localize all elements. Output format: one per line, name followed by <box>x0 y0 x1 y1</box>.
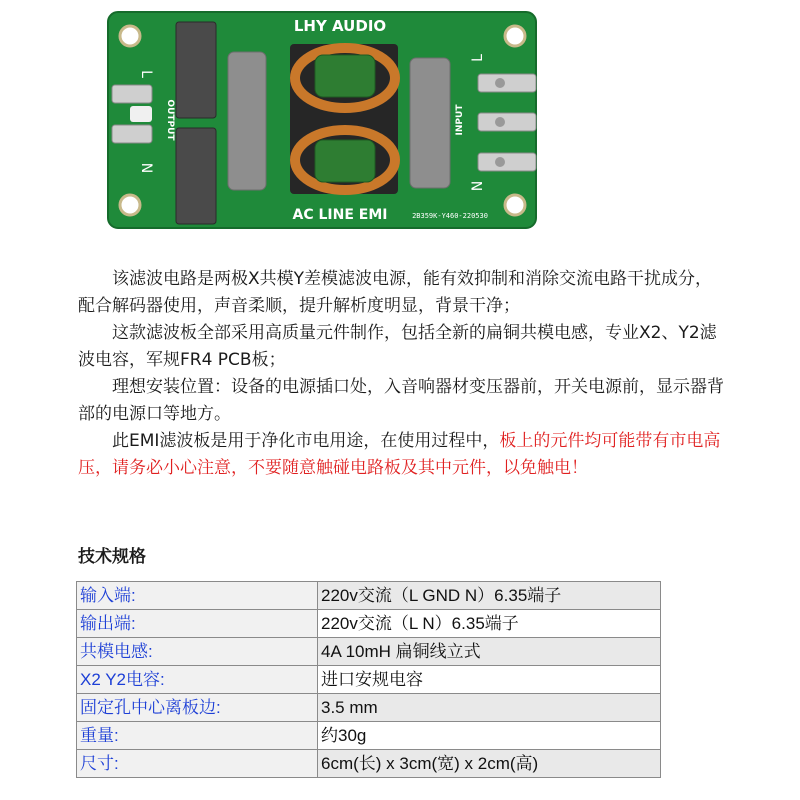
spec-key: 输入端: <box>77 582 318 610</box>
description-paragraph: 理想安装位置：设备的电源插口处，入音响器材变压器前，开关电源前，显示器背部的电源口等地方。 <box>78 377 724 424</box>
spec-value: 220v交流（L N）6.35端子 <box>318 610 661 638</box>
board-code-text: 2B359K-Y460-220530 <box>412 212 488 220</box>
spec-value: 约30g <box>318 722 661 750</box>
board-name-text: AC LINE EMI <box>292 207 388 223</box>
spec-key: X2 Y2电容: <box>77 666 318 694</box>
spec-row <box>77 750 661 778</box>
description-paragraph-warning <box>78 428 728 482</box>
pcb-product-image <box>0 0 800 250</box>
spec-value: 进口安规电容 <box>318 666 661 694</box>
warning-intro-text: 此EMI滤波板是用于净化市电用途，在使用过程中， <box>112 431 500 451</box>
spec-value: 220v交流（L GND N）6.35端子 <box>318 582 661 610</box>
brand-text: LHY AUDIO <box>293 17 387 35</box>
spec-row <box>77 638 661 666</box>
spec-row <box>77 722 661 750</box>
output-label: OUTPUT <box>165 99 175 141</box>
description-paragraph: 这款滤波板全部采用高质量元件制作，包括全新的扁铜共模电感，专业X2、Y2滤波电容，军规FR4 PCB板； <box>78 323 717 370</box>
warning-text: 板上的元件均可能带有市电高压，请务必小心注意，不要随意触碰电路板及其中元件，以免触电！ <box>78 431 721 478</box>
spec-key: 重量: <box>77 722 318 750</box>
description-paragraph: 该滤波电路是两极X共模Y差模滤波电源，能有效抑制和消除交流电路干扰成分，配合解码器使用，声音柔顺，提升解析度明显，背景干净； <box>78 269 713 316</box>
spec-row <box>77 666 661 694</box>
spec-value: 4A 10mH 扁铜线立式 <box>318 638 661 666</box>
input-terminals <box>478 74 536 171</box>
spec-value: 3.5 mm <box>318 694 661 722</box>
product-description <box>78 266 728 482</box>
spec-table <box>76 581 661 778</box>
spec-row <box>77 582 661 610</box>
input-label: INPUT <box>455 104 465 136</box>
spec-key: 尺寸: <box>77 750 318 778</box>
spec-section-title: 技术规格 <box>78 547 146 567</box>
spec-key: 共模电感: <box>77 638 318 666</box>
spec-row <box>77 694 661 722</box>
output-label-l: L <box>138 70 154 78</box>
input-label-n: N <box>470 180 486 192</box>
spec-value: 6cm(长) x 3cm(宽) x 2cm(高) <box>318 750 661 778</box>
spec-row <box>77 610 661 638</box>
spec-key: 输出端: <box>77 610 318 638</box>
output-label-n: N <box>138 162 154 174</box>
spec-key: 固定孔中心离板边: <box>77 694 318 722</box>
input-label-l: L <box>470 54 486 62</box>
